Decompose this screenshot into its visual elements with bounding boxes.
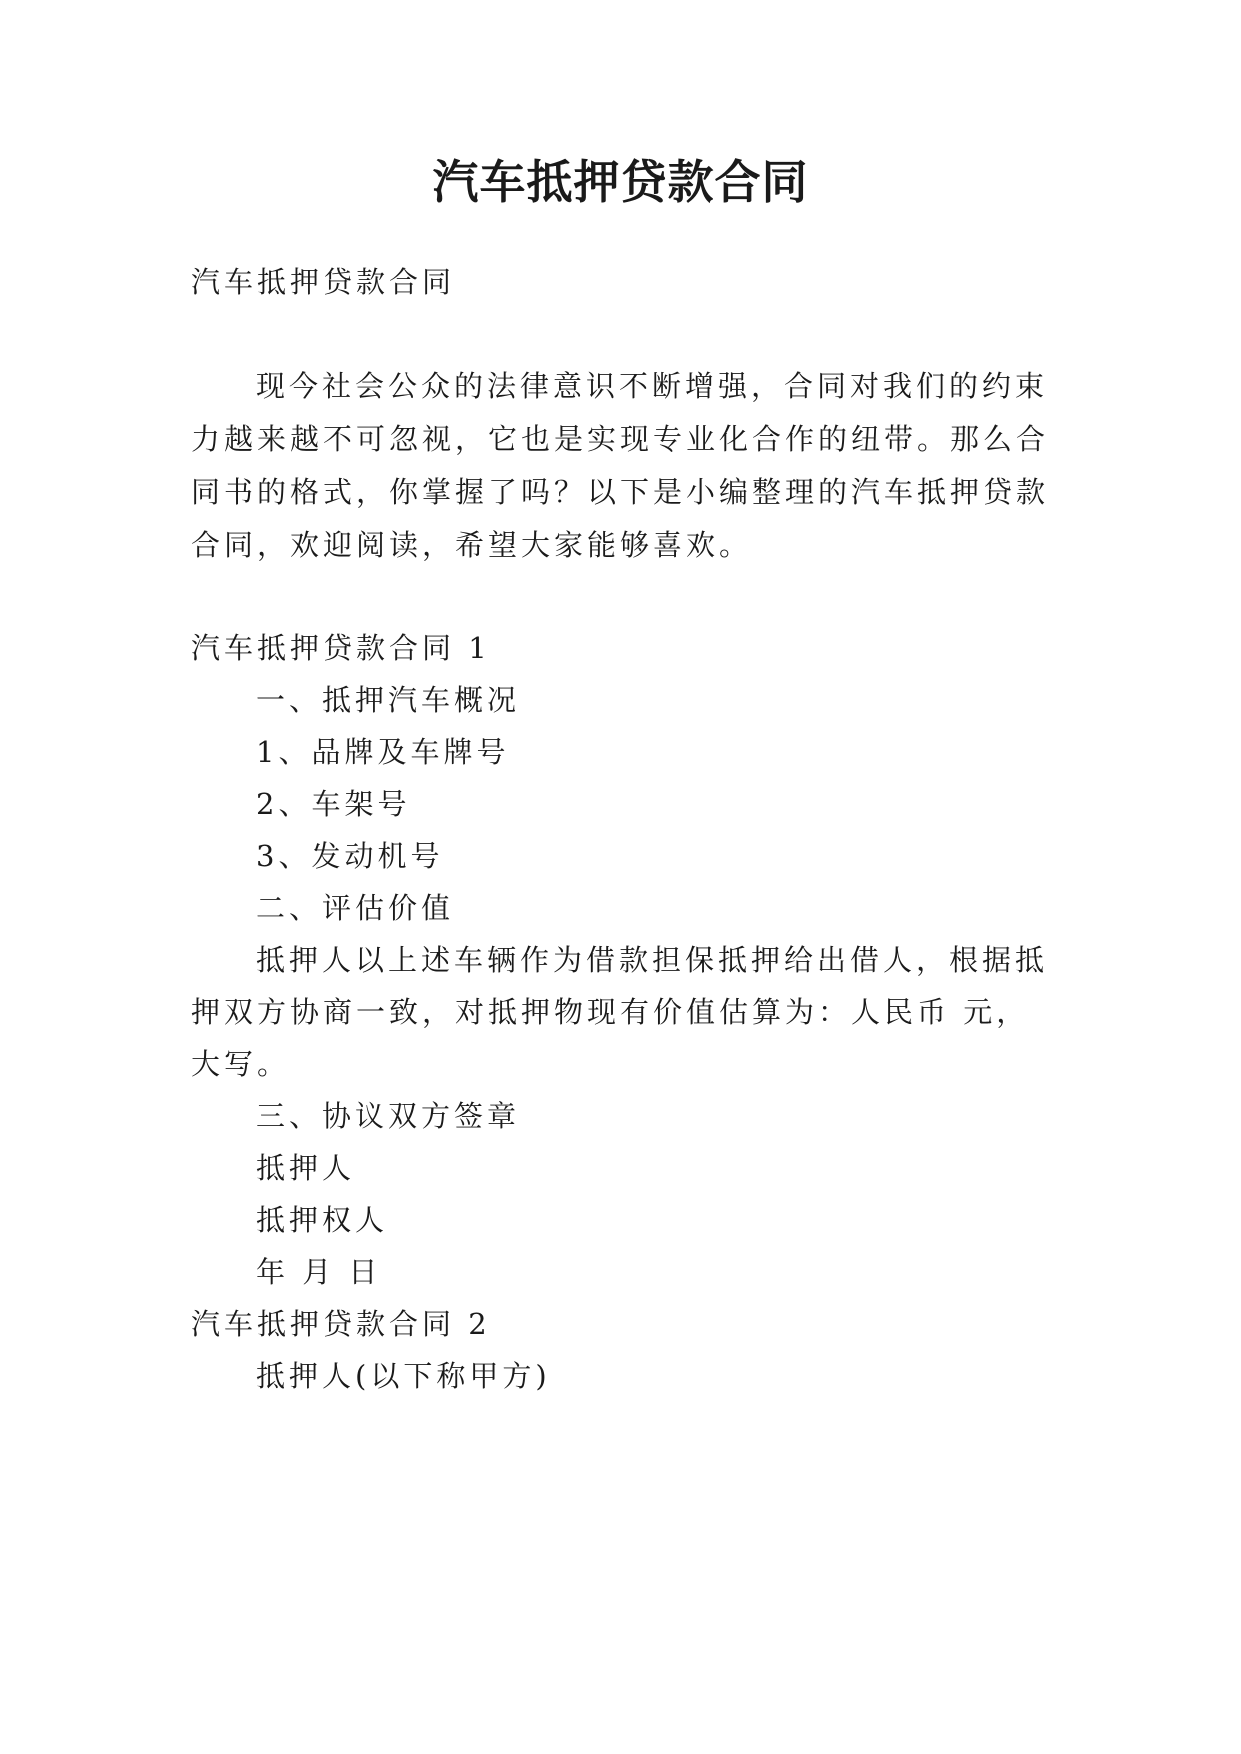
date-line: 年 月 日	[256, 1255, 382, 1289]
intro-line-2: 力越来越不可忽视，它也是实现专业化合作的纽带。那么合	[191, 422, 1050, 456]
party-a-line: 抵押人(以下称甲方)	[256, 1359, 551, 1393]
valuation-line-1: 抵押人以上述车辆作为借款担保抵押给出借人，根据抵	[256, 943, 1049, 977]
section2-title: 二、评估价值	[256, 891, 455, 925]
vehicle-engine-number: 3、发动机号	[256, 839, 444, 873]
section3-title: 三、协议双方签章	[256, 1099, 521, 1133]
valuation-line-2: 押双方协商一致，对抵押物现有价值估算为：人民币 元，	[191, 995, 1030, 1029]
vehicle-brand-plate: 1、品牌及车牌号	[256, 735, 510, 769]
mortgagee-signature: 抵押权人	[256, 1203, 389, 1237]
contract1-heading: 汽车抵押贷款合同 1	[191, 631, 491, 665]
section1-title: 一、抵押汽车概况	[256, 683, 521, 717]
mortgagor-signature: 抵押人	[256, 1151, 356, 1185]
intro-line-3: 同书的格式，你掌握了吗？以下是小编整理的汽车抵押贷款	[191, 475, 1050, 509]
vehicle-frame-number: 2、车架号	[256, 787, 411, 821]
document-subtitle: 汽车抵押贷款合同	[191, 265, 456, 299]
document-title: 汽车抵押贷款合同	[432, 155, 809, 209]
contract2-heading: 汽车抵押贷款合同 2	[191, 1307, 491, 1341]
intro-line-4: 合同，欢迎阅读，希望大家能够喜欢。	[191, 528, 753, 562]
intro-line-1: 现今社会公众的法律意识不断增强，合同对我们的约束	[256, 369, 1049, 403]
valuation-line-3: 大写。	[191, 1047, 291, 1081]
